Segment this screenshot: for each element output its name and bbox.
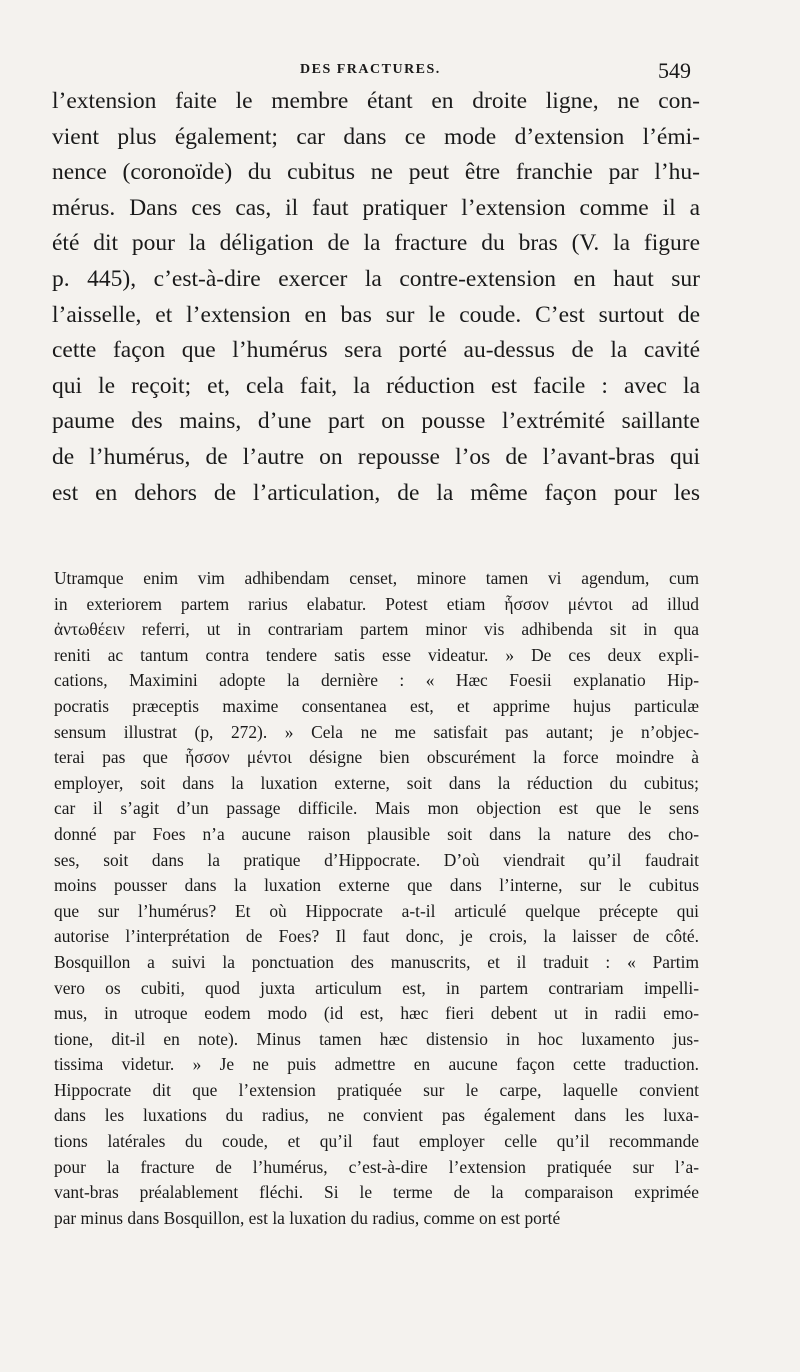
footnote-line: ses, soit dans la pratique d’Hippocrate. D’où viendrait qu’il faudrait bbox=[54, 849, 699, 870]
footnote-line: cations, Maximini adopte la dernière : « Hæc Foesii explanatio Hip- bbox=[54, 670, 699, 691]
main-text-line: l’extension faite le membre étant en droite ligne, ne con- bbox=[52, 88, 700, 114]
main-text-line: p. 445), c’est-à-dire exercer la contre-extension en haut sur bbox=[52, 265, 700, 292]
footnote-line: in exteriorem partem rarius elabatur. Potest etiam ἧσσον μέντοι ad illud bbox=[54, 593, 699, 614]
footnote-line: reniti ac tantum contra tendere satis esse videatur. » De ces deux expli- bbox=[54, 644, 699, 665]
page-number: 549 bbox=[658, 58, 691, 83]
footnote-line: mus, in utroque eodem modo (id est, hæc fieri debent ut in radii emo- bbox=[54, 1003, 699, 1024]
main-text-line: nence (coronoïde) du cubitus ne peut être franchie par l’hu- bbox=[52, 159, 700, 186]
main-text-line: de l’humérus, de l’autre on repousse l’os de l’avant-bras qui bbox=[52, 443, 700, 470]
footnote-line: vero os cubiti, quod juxta articulum est, in partem contrariam impelli- bbox=[54, 977, 699, 998]
footnote-line: pour la fracture de l’humérus, c’est-à-dire l’extension pratiquée sur l’a- bbox=[54, 1156, 699, 1177]
footnote-line: dans les luxations du radius, ne convient pas également dans les luxa- bbox=[54, 1105, 699, 1126]
footnote-line: Bosquillon a suivi la ponctuation des manuscrits, et il traduit : « Partim bbox=[54, 951, 699, 972]
main-text-line: vient plus également; car dans ce mode d’extension l’émi- bbox=[52, 123, 700, 150]
footnote-line: moins pousser dans la luxation externe que dans l’interne, sur le cubitus bbox=[54, 875, 699, 896]
main-text-line: est en dehors de l’articulation, de la même façon pour les bbox=[52, 479, 700, 506]
main-text-line: qui le reçoit; et, cela fait, la réduction est facile : avec la bbox=[52, 372, 700, 399]
footnote-line: car il s’agit d’un passage difficile. Mais mon objection est que le sens bbox=[54, 798, 699, 819]
main-text-line: paume des mains, d’une part on pousse l’extrémité saillante bbox=[52, 408, 700, 435]
footnote-line: par minus dans Bosquillon, est la luxation du radius, comme on est porté bbox=[54, 1207, 561, 1228]
footnote-line: Utramque enim vim adhibendam censet, minore tamen vi agendum, cum bbox=[54, 568, 699, 588]
footnote-line: que sur l’humérus? Et où Hippocrate a-t-il articulé quelque précepte qui bbox=[54, 900, 699, 921]
footnote-line: autorise l’interprétation de Foes? Il faut donc, je crois, la laisser de côté. bbox=[54, 926, 699, 947]
footnote-line: vant-bras préalablement fléchi. Si le terme de la comparaison exprimée bbox=[54, 1182, 699, 1203]
footnote-line: ἀντωθέειν referri, ut in contrariam partem minor vis adhibenda sit in qua bbox=[54, 619, 699, 640]
footnote-line: tions latérales du coude, et qu’il faut employer celle qu’il recommande bbox=[54, 1131, 699, 1152]
footnote-line: terai pas que ἧσσον μέντοι désigne bien obscurément la force moindre à bbox=[54, 747, 699, 768]
main-text-line: mérus. Dans ces cas, il faut pratiquer l’extension comme il a bbox=[52, 194, 700, 221]
main-text-line: cette façon que l’humérus sera porté au-dessus de la cavité bbox=[52, 337, 700, 364]
footnote-line: Hippocrate dit que l’extension pratiquée sur le carpe, laquelle convient bbox=[54, 1079, 699, 1100]
footnote-line: employer, soit dans la luxation externe, soit dans la réduction du cubitus; bbox=[54, 772, 699, 793]
footnote-line: donné par Foes n’a aucune raison plausible soit dans la nature des cho- bbox=[54, 823, 699, 844]
main-text-line: été dit pour la déligation de la fracture du bras (V. la figure bbox=[52, 230, 700, 257]
footnote-line: pocratis præceptis maxime consentanea est, et apprime hujus particulæ bbox=[54, 695, 699, 716]
main-text-block bbox=[52, 84, 700, 511]
footnote-line: tissima videtur. » Je ne puis admettre en aucune façon cette traduction. bbox=[54, 1054, 699, 1075]
main-text-line: l’aisselle, et l’extension en bas sur le coude. C’est surtout de bbox=[52, 301, 700, 328]
running-head: DES FRACTURES. bbox=[300, 62, 441, 77]
footnote-line: sensum illustrat (p, 272). » Cela ne me satisfait pas autant; je n’objec- bbox=[54, 721, 699, 742]
footnote-line: tione, dit-il en note). Minus tamen hæc distensio in hoc luxamento jus- bbox=[54, 1028, 699, 1049]
footnote-block bbox=[54, 566, 699, 1231]
